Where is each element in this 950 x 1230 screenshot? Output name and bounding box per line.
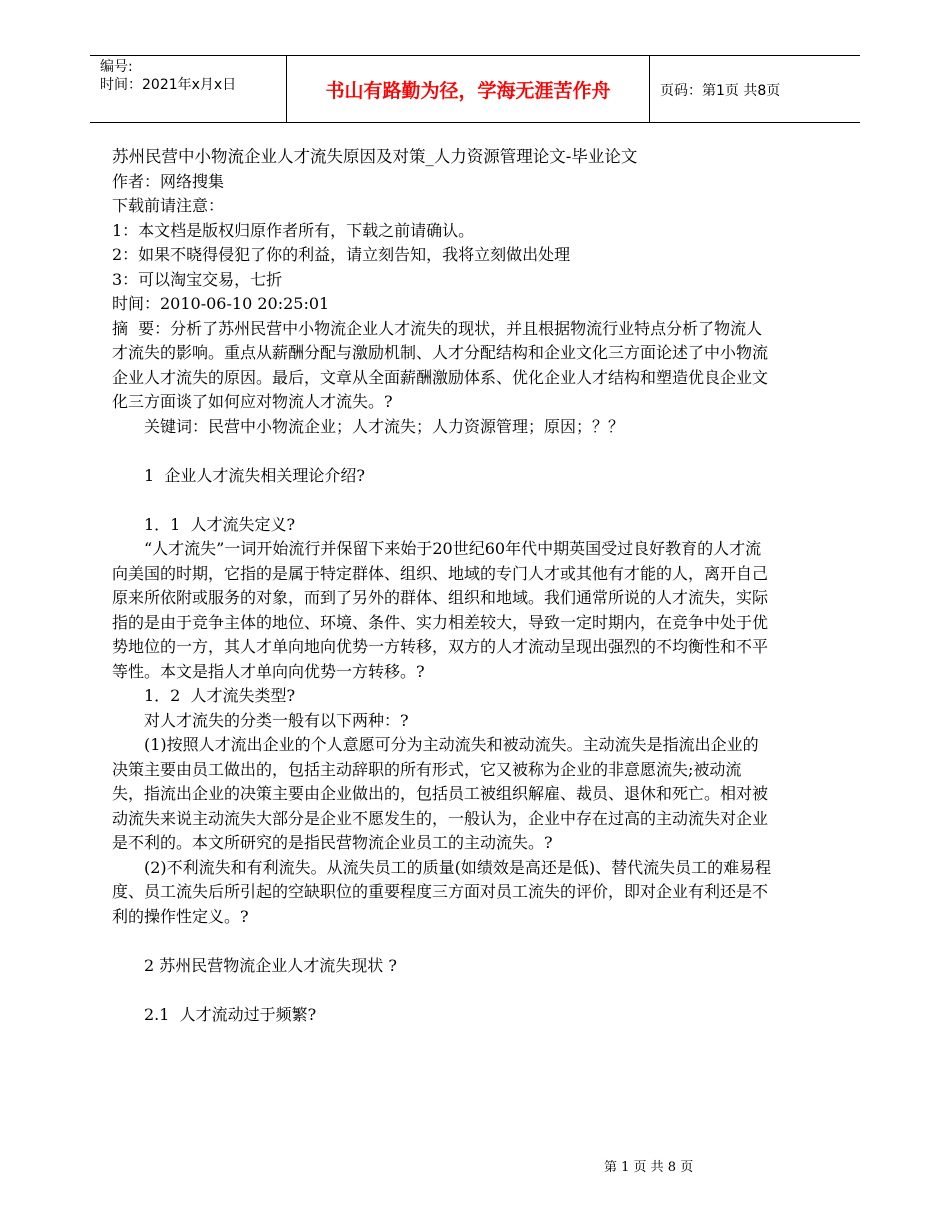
paragraph-4: (2)不利流失和有利流失。从流失员工的质量(如绩效是高还是低)、替代流失员工的难易程度、员工流失后所引起的空缺职位的重要程度三方面对员工流失的评价，即对企业有利还是不利的操作性定义。? xyxy=(112,857,772,926)
doc-title: 苏州民营中小物流企业人才流失原因及对策_人力资源管理论文-毕业论文 xyxy=(112,147,638,166)
section-1-2-heading: 1．2 人才流失类型? xyxy=(144,686,296,705)
notice-3: 3：可以淘宝交易，七折 xyxy=(112,269,283,289)
notice-1: 1：本文档是版权归原作者所有，下载之前请确认。 xyxy=(112,220,475,240)
header-motto: 书山有路勤为径，学海无涯苦作舟 xyxy=(286,56,650,122)
page-footer: 第 1 页 共 8 页 xyxy=(604,1160,694,1175)
document-header xyxy=(90,55,860,123)
header-meta xyxy=(100,58,236,94)
section-1-heading: 1 企业人才流失相关理论介绍? xyxy=(144,465,365,485)
section-2-1-heading: 2.1 人才流动过于频繁? xyxy=(144,1004,317,1024)
notice-2: 2：如果不晓得侵犯了你的利益，请立刻告知，我将立刻做出处理 xyxy=(112,245,571,264)
doc-time: 时间：2010-06-10 20:25:01 xyxy=(112,294,330,313)
time-label: 时间：2021年x月x日 xyxy=(100,77,237,93)
doc-author: 作者：网络搜集 xyxy=(112,171,225,191)
paragraph-3: (1)按照人才流出企业的个人意愿可分为主动流失和被动流失。主动流失是指流出企业的决策主要由员工做出的，包括主动辞职的所有形式，它又被称为企业的非意愿流失;被动流失，指流出企业的决策主要由企业做出的，包括员工被组织解雇、裁员、退休和死亡。相对被动流失来说主动流失大部分是企业不愿发生的，一般认为，企业中存在过高的主动流失对企业是不利的。本文所研究的是指民营物流企业员工的主动流失。? xyxy=(112,735,769,852)
section-2-heading: 2 苏州民营物流企业人才流失现状 ? xyxy=(144,955,397,975)
abstract: 摘 要：分析了苏州民营中小物流企业人才流失的现状，并且根据物流行业特点分析了物流人才流失的影响。重点从薪酬分配与激励机制、人才分配结构和企业文化三方面论述了中小物流企业人才流失的原因。最后，文章从全面薪酬激励体系、优化企业人才结构和塑造优良企业文化三方面谈了如何应对物流人才流失。? xyxy=(112,318,769,411)
number-label: 编号: xyxy=(100,59,133,75)
notice-title: 下载前请注意： xyxy=(112,196,225,215)
paragraph-2: 对人才流失的分类一般有以下两种：? xyxy=(144,710,409,730)
document-body xyxy=(112,145,772,1027)
paragraph-1: “人才流失”一词开始流行并保留下来始于20世纪60年代中期英国受过良好教育的人才流向美国的时期，它指的是属于特定群体、组织、地域的专门人才或其他有才能的人，离开自己原来所依附或服务的对象，而到了另外的群体、组织和地域。我们通常所说的人才流失，实际指的是由于竞争主体的地位、环境、条件、实力相差较大，导致一定时期内，在竞争中处于优势地位的一方，其人才单向地向优势一方转移，双方的人才流动呈现出强烈的不均衡性和不平等性。本文是指人才单向向优势一方转移。? xyxy=(112,539,769,681)
section-1-1-heading: 1．1 人才流失定义? xyxy=(144,514,296,534)
header-page-label: 页码：第1页 共8页 xyxy=(660,83,781,99)
keywords: 关键词：民营中小物流企业；人才流失；人力资源管理；原因；？？ xyxy=(144,416,625,436)
